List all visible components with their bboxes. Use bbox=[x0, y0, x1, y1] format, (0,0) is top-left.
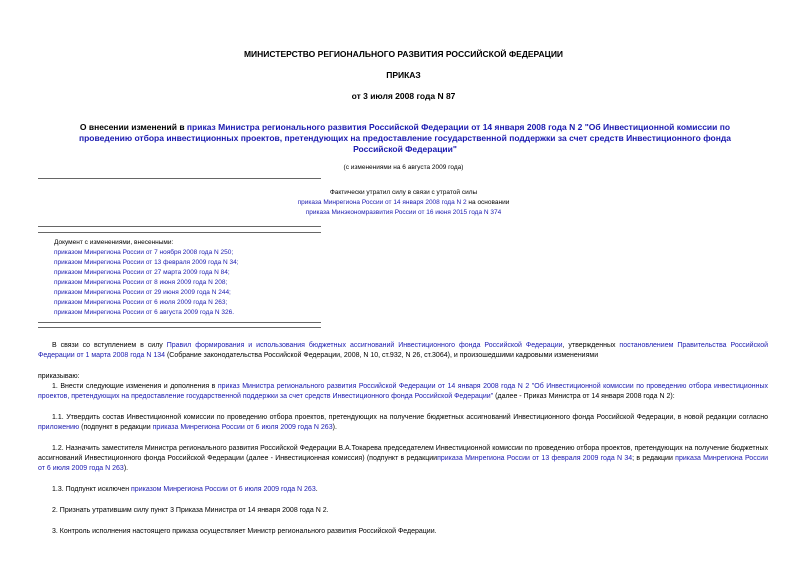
ministry-heading: МИНИСТЕРСТВО РЕГИОНАЛЬНОГО РАЗВИТИЯ РОССИЙСКОЙ ФЕДЕРАЦИИ bbox=[243, 49, 564, 59]
p1-text: 1. Внести следующие изменения и дополнения в bbox=[52, 383, 218, 390]
change-link[interactable]: приказом Минрегиона России от 27 марта 2009 года N 84; bbox=[54, 269, 230, 276]
paragraph-1 bbox=[38, 382, 768, 402]
lost-force-link1[interactable]: приказа Минрегиона России от 14 января 2008 года N 2 bbox=[297, 199, 467, 206]
divider bbox=[38, 232, 321, 233]
paragraph-1-3 bbox=[38, 485, 768, 495]
preamble-text: В связи со вступлением в силу bbox=[52, 342, 167, 349]
lost-force-note bbox=[0, 188, 807, 218]
paragraph-2: 2. Признать утратившим силу пункт 3 Приказа Министра от 14 января 2008 года N 2. bbox=[52, 507, 329, 514]
doc-type-heading: ПРИКАЗ bbox=[386, 70, 421, 80]
document-title bbox=[60, 122, 750, 155]
resolution-link[interactable]: постановлением Правительства Российской Федерации от 1 марта 2008 года N 134 bbox=[38, 342, 769, 359]
change-link[interactable]: приказом Минрегиона России от 8 июня 2009 года N 208; bbox=[54, 279, 228, 286]
change-link[interactable]: приказом Минрегиона России от 13 февраля 2009 года N 34; bbox=[54, 259, 239, 266]
order-link[interactable]: приказ Министра регионального развития Российской Федерации от 14 января 2008 года N 2 "Об Инвестиционной комиссии по проведению отбора инвестиционных проектов, претендующих на предоставление государственной поддержки за счет средств Инвестиционного фонда Российской Федерации" bbox=[38, 383, 768, 400]
title-link[interactable]: приказ Министра регионального развития Российской Федерации от 14 января 2008 года N 2 "Об Инвестиционной комиссии по проведению отбора инвестиционных проектов, претендующих на предоставление государственной поддержки за счет средств Инвестиционного фонда Российской Федерации" bbox=[78, 122, 732, 154]
edition-link[interactable]: приказа Минрегиона России от 6 июля 2009 года N 263 bbox=[152, 424, 333, 431]
exclusion-link[interactable]: приказом Минрегиона России от 6 июля 2009 года N 263 bbox=[131, 486, 316, 493]
p1-text: (далее - Приказ Министра от 14 января 2008 года N 2): bbox=[493, 393, 675, 400]
p1-1-text: ). bbox=[332, 424, 337, 431]
divider bbox=[38, 322, 321, 323]
edition-link[interactable]: приказа Минрегиона России от 13 февраля 2009 года N 34 bbox=[437, 455, 633, 462]
p1-2-text: ; в редакции bbox=[632, 455, 676, 462]
lost-force-link2[interactable]: приказа Минэкономразвития России от 16 июня 2015 года N 374 bbox=[305, 209, 502, 216]
change-link[interactable]: приказом Минрегиона России от 6 июля 2009 года N 263; bbox=[54, 299, 228, 306]
p1-3-text: 1.3. Подпункт исключен bbox=[52, 486, 132, 493]
rules-link[interactable]: Правил формирования и использования бюджетных ассигнований Инвестиционного фонда Российской Федерации bbox=[166, 342, 563, 349]
date-number-heading: от 3 июля 2008 года N 87 bbox=[351, 91, 456, 101]
divider bbox=[38, 226, 321, 227]
change-link[interactable]: приказом Минрегиона России от 6 августа 2009 года N 326. bbox=[54, 309, 235, 316]
edition-link[interactable]: приказа Минрегиона России от 6 июля 2009 года N 263 bbox=[38, 455, 769, 472]
divider bbox=[38, 178, 321, 179]
preamble-text: , утвержденных bbox=[562, 342, 620, 349]
paragraph-1-1 bbox=[38, 413, 768, 433]
change-link[interactable]: приказом Минрегиона России от 29 июня 2009 года N 244; bbox=[54, 289, 231, 296]
paragraph-preamble bbox=[38, 341, 768, 361]
p1-2-text: 1.2. Назначить заместителя Министра регионального развития Российской Федерации В.А.Токарева председателем Инвестиционной комиссии по проведению отбора проектов, претендующих на получение бюджетных ассигнований Инвестиционного фонда Российской Федерации (далее - Инвестиционная комиссия) (подпункт в редакции bbox=[38, 445, 768, 462]
p1-1-text: 1.1. Утвердить состав Инвестиционной комиссии по проведению отбора проектов, претендующих на получение бюджетных ассигнований Инвестиционного фонда Российской Федерации, в новой редакции согласно bbox=[52, 414, 768, 421]
paragraph-1-2 bbox=[38, 444, 768, 474]
lost-force-line1: Фактически утратил силу в связи с утратой силы bbox=[329, 189, 478, 196]
amended-note: (с изменениями на 6 августа 2009 года) bbox=[343, 164, 464, 171]
divider bbox=[38, 327, 321, 328]
p1-2-text: ). bbox=[123, 465, 129, 472]
changes-heading: Документ с изменениями, внесенными: bbox=[54, 239, 174, 246]
p1-1-text: (подпункт в редакции bbox=[79, 424, 153, 431]
order-word: приказываю: bbox=[38, 373, 80, 380]
changes-list bbox=[54, 238, 239, 318]
change-link[interactable]: приказом Минрегиона России от 7 ноября 2008 года N 250; bbox=[54, 249, 234, 256]
lost-force-line2-tail: на основании bbox=[466, 199, 510, 206]
preamble-text: (Собрание законодательства Российской Федерации, 2008, N 10, ст.932, N 26, ст.3064), и произошедшими кадровыми изменениями bbox=[165, 352, 599, 359]
title-prefix: О внесении изменений в bbox=[79, 122, 187, 132]
paragraph-3: 3. Контроль исполнения настоящего приказа осуществляет Министр регионального развития Российской Федерации. bbox=[52, 528, 437, 535]
p1-3-text: . bbox=[315, 486, 318, 493]
appendix-link[interactable]: приложению bbox=[38, 424, 80, 431]
